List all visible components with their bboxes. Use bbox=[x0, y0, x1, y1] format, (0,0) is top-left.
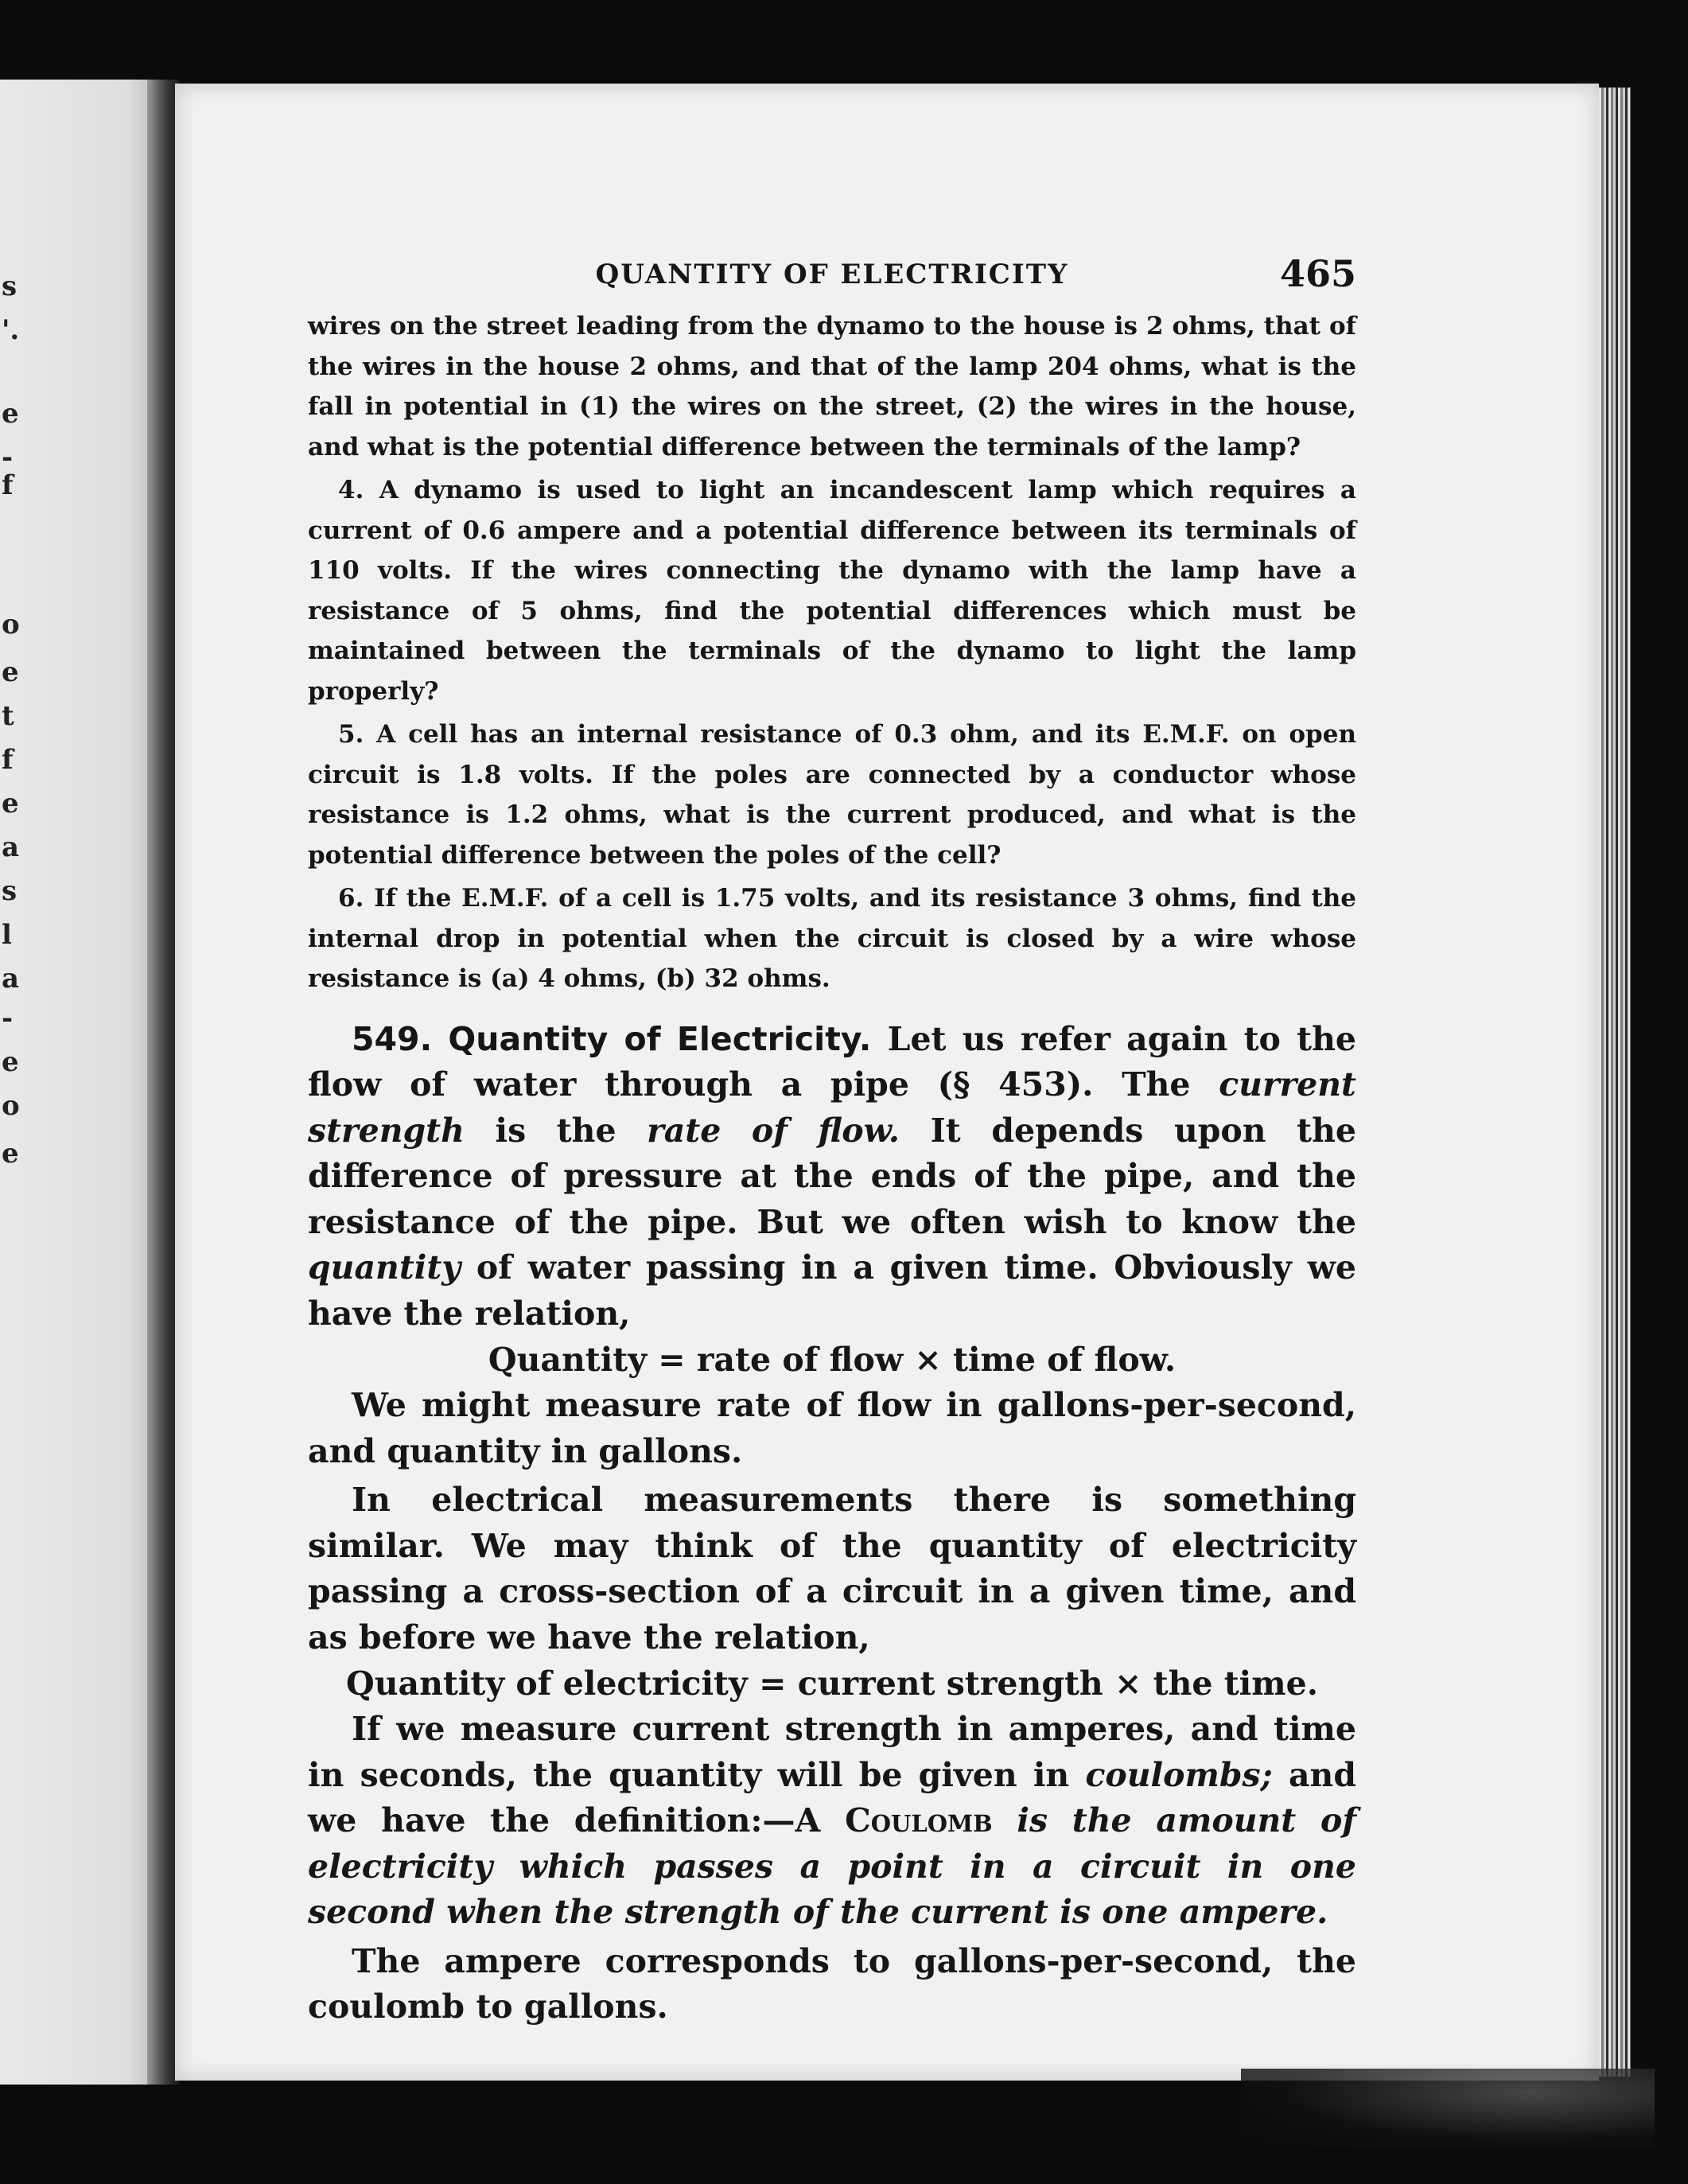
facing-page-fragment: t bbox=[2, 700, 14, 732]
facing-page-fragment: a bbox=[2, 831, 20, 863]
term-current-strength: current strength bbox=[308, 1065, 1356, 1150]
formula-water: Quantity = rate of flow × time of flow. bbox=[488, 1341, 1177, 1379]
problem-3-continued: wires on the street leading from the dynamo to the house is 2 ohms, that of the wires in the house 2 ohms, and that of the lamp 204 ohms, what is the fall in potential in (1) the wires on the street, (2) the wires in the house, and what is the potential difference between the terminals of the lamp? bbox=[308, 312, 1356, 461]
section-heading: 549. Quantity of Electricity. bbox=[352, 1019, 872, 1058]
running-header bbox=[308, 252, 1356, 306]
problem-list bbox=[308, 306, 1356, 999]
facing-page-fragment: e bbox=[2, 788, 19, 819]
para1-text-a: Let us refer again to the flow of water through a pipe (§ 453). The bbox=[308, 1019, 1357, 1104]
problem-4: 4. A dynamo is used to light an incandescent lamp which requires a current of 0.6 ampere and a potential difference between its terminals of 110 volts. If the wires connecting the dynamo with the lamp have a resistance of 5 ohms, find the potential differences which must be maintained between the terminals of the dynamo to light the lamp properly? bbox=[308, 476, 1356, 706]
facing-page-fragment: s bbox=[2, 271, 18, 302]
facing-page-fragment: o bbox=[2, 1090, 20, 1122]
facing-page-fragment: o bbox=[2, 609, 20, 640]
facing-page-fragment: e bbox=[2, 656, 19, 688]
coulomb-definition: is the amount of electricity which passes a point in a circuit in one second when the strength of the current is one ampere. bbox=[308, 1801, 1356, 1931]
page-content bbox=[308, 252, 1357, 2030]
section-paragraph-1 bbox=[308, 1017, 1356, 1337]
section-paragraph-2: We might measure rate of flow in gallons-per-second, and quantity in gallons. bbox=[308, 1386, 1356, 1470]
facing-page-fragment: - bbox=[2, 442, 14, 473]
term-coulombs: coulombs; bbox=[1085, 1755, 1273, 1794]
facing-page-fragment: f bbox=[2, 469, 14, 501]
facing-page-fragment: e bbox=[2, 1046, 19, 1078]
page-number: 465 bbox=[1279, 252, 1356, 295]
para1-text-b: is the bbox=[464, 1111, 648, 1150]
page-edge-stack bbox=[1599, 88, 1631, 2077]
para4-text-a: If we measure current strength in amperes, and time in seconds, the quantity will be given in bbox=[308, 1710, 1356, 1794]
formula-electricity: Quantity of electricity = current strength × the time. bbox=[345, 1664, 1318, 1703]
para4-text-b: and we have the definition:—A bbox=[308, 1755, 1356, 1839]
section-paragraph-5: The ampere corresponds to gallons-per-second, the coulomb to gallons. bbox=[308, 1941, 1356, 2026]
section-paragraph-4 bbox=[308, 1707, 1356, 1936]
problem-6: 6. If the E.M.F. of a cell is 1.75 volts, and its resistance 3 ohms, find the internal drop in potential when the circuit is closed by a wire whose resistance is (a) 4 ohms, (b) 32 ohms. bbox=[308, 884, 1356, 993]
para1-text-d: of water passing in a given time. Obviously we have the relation, bbox=[308, 1248, 1356, 1333]
facing-page-fragment: '. bbox=[2, 314, 20, 346]
facing-page bbox=[0, 80, 159, 2085]
running-title: QUANTITY OF ELECTRICITY bbox=[595, 259, 1069, 290]
scan-shadow bbox=[1241, 2069, 1655, 2148]
facing-page-fragment: s bbox=[2, 875, 18, 907]
facing-page-fragment: e bbox=[2, 398, 19, 430]
facing-page-fragment: f bbox=[2, 744, 14, 776]
section-paragraph-3: In electrical measurements there is something similar. We may think of the quantity of electricity passing a cross-section of a circuit in a given time, and as before we have the relation, bbox=[308, 1481, 1356, 1656]
facing-page-fragment: a bbox=[2, 963, 20, 995]
problem-5: 5. A cell has an internal resistance of 0.3 ohm, and its E.M.F. on open circuit is 1.8 volts. If the poles are connected by a conductor whose resistance is 1.2 ohms, what is the current produced, and what is the potential difference between the poles of the cell? bbox=[308, 720, 1356, 870]
facing-page-fragment: - bbox=[2, 1002, 14, 1034]
term-coulomb: Coulomb bbox=[845, 1801, 993, 1839]
term-rate-of-flow: rate of flow. bbox=[647, 1111, 900, 1150]
facing-page-fragment: l bbox=[2, 919, 12, 951]
book-gutter bbox=[147, 80, 179, 2085]
para1-text-c: It depends upon the difference of pressure at the ends of the pipe, and the resistance of the pipe. But we often wish to know the bbox=[308, 1111, 1356, 1241]
facing-page-fragment: e bbox=[2, 1138, 19, 1170]
term-quantity: quantity bbox=[308, 1248, 461, 1287]
